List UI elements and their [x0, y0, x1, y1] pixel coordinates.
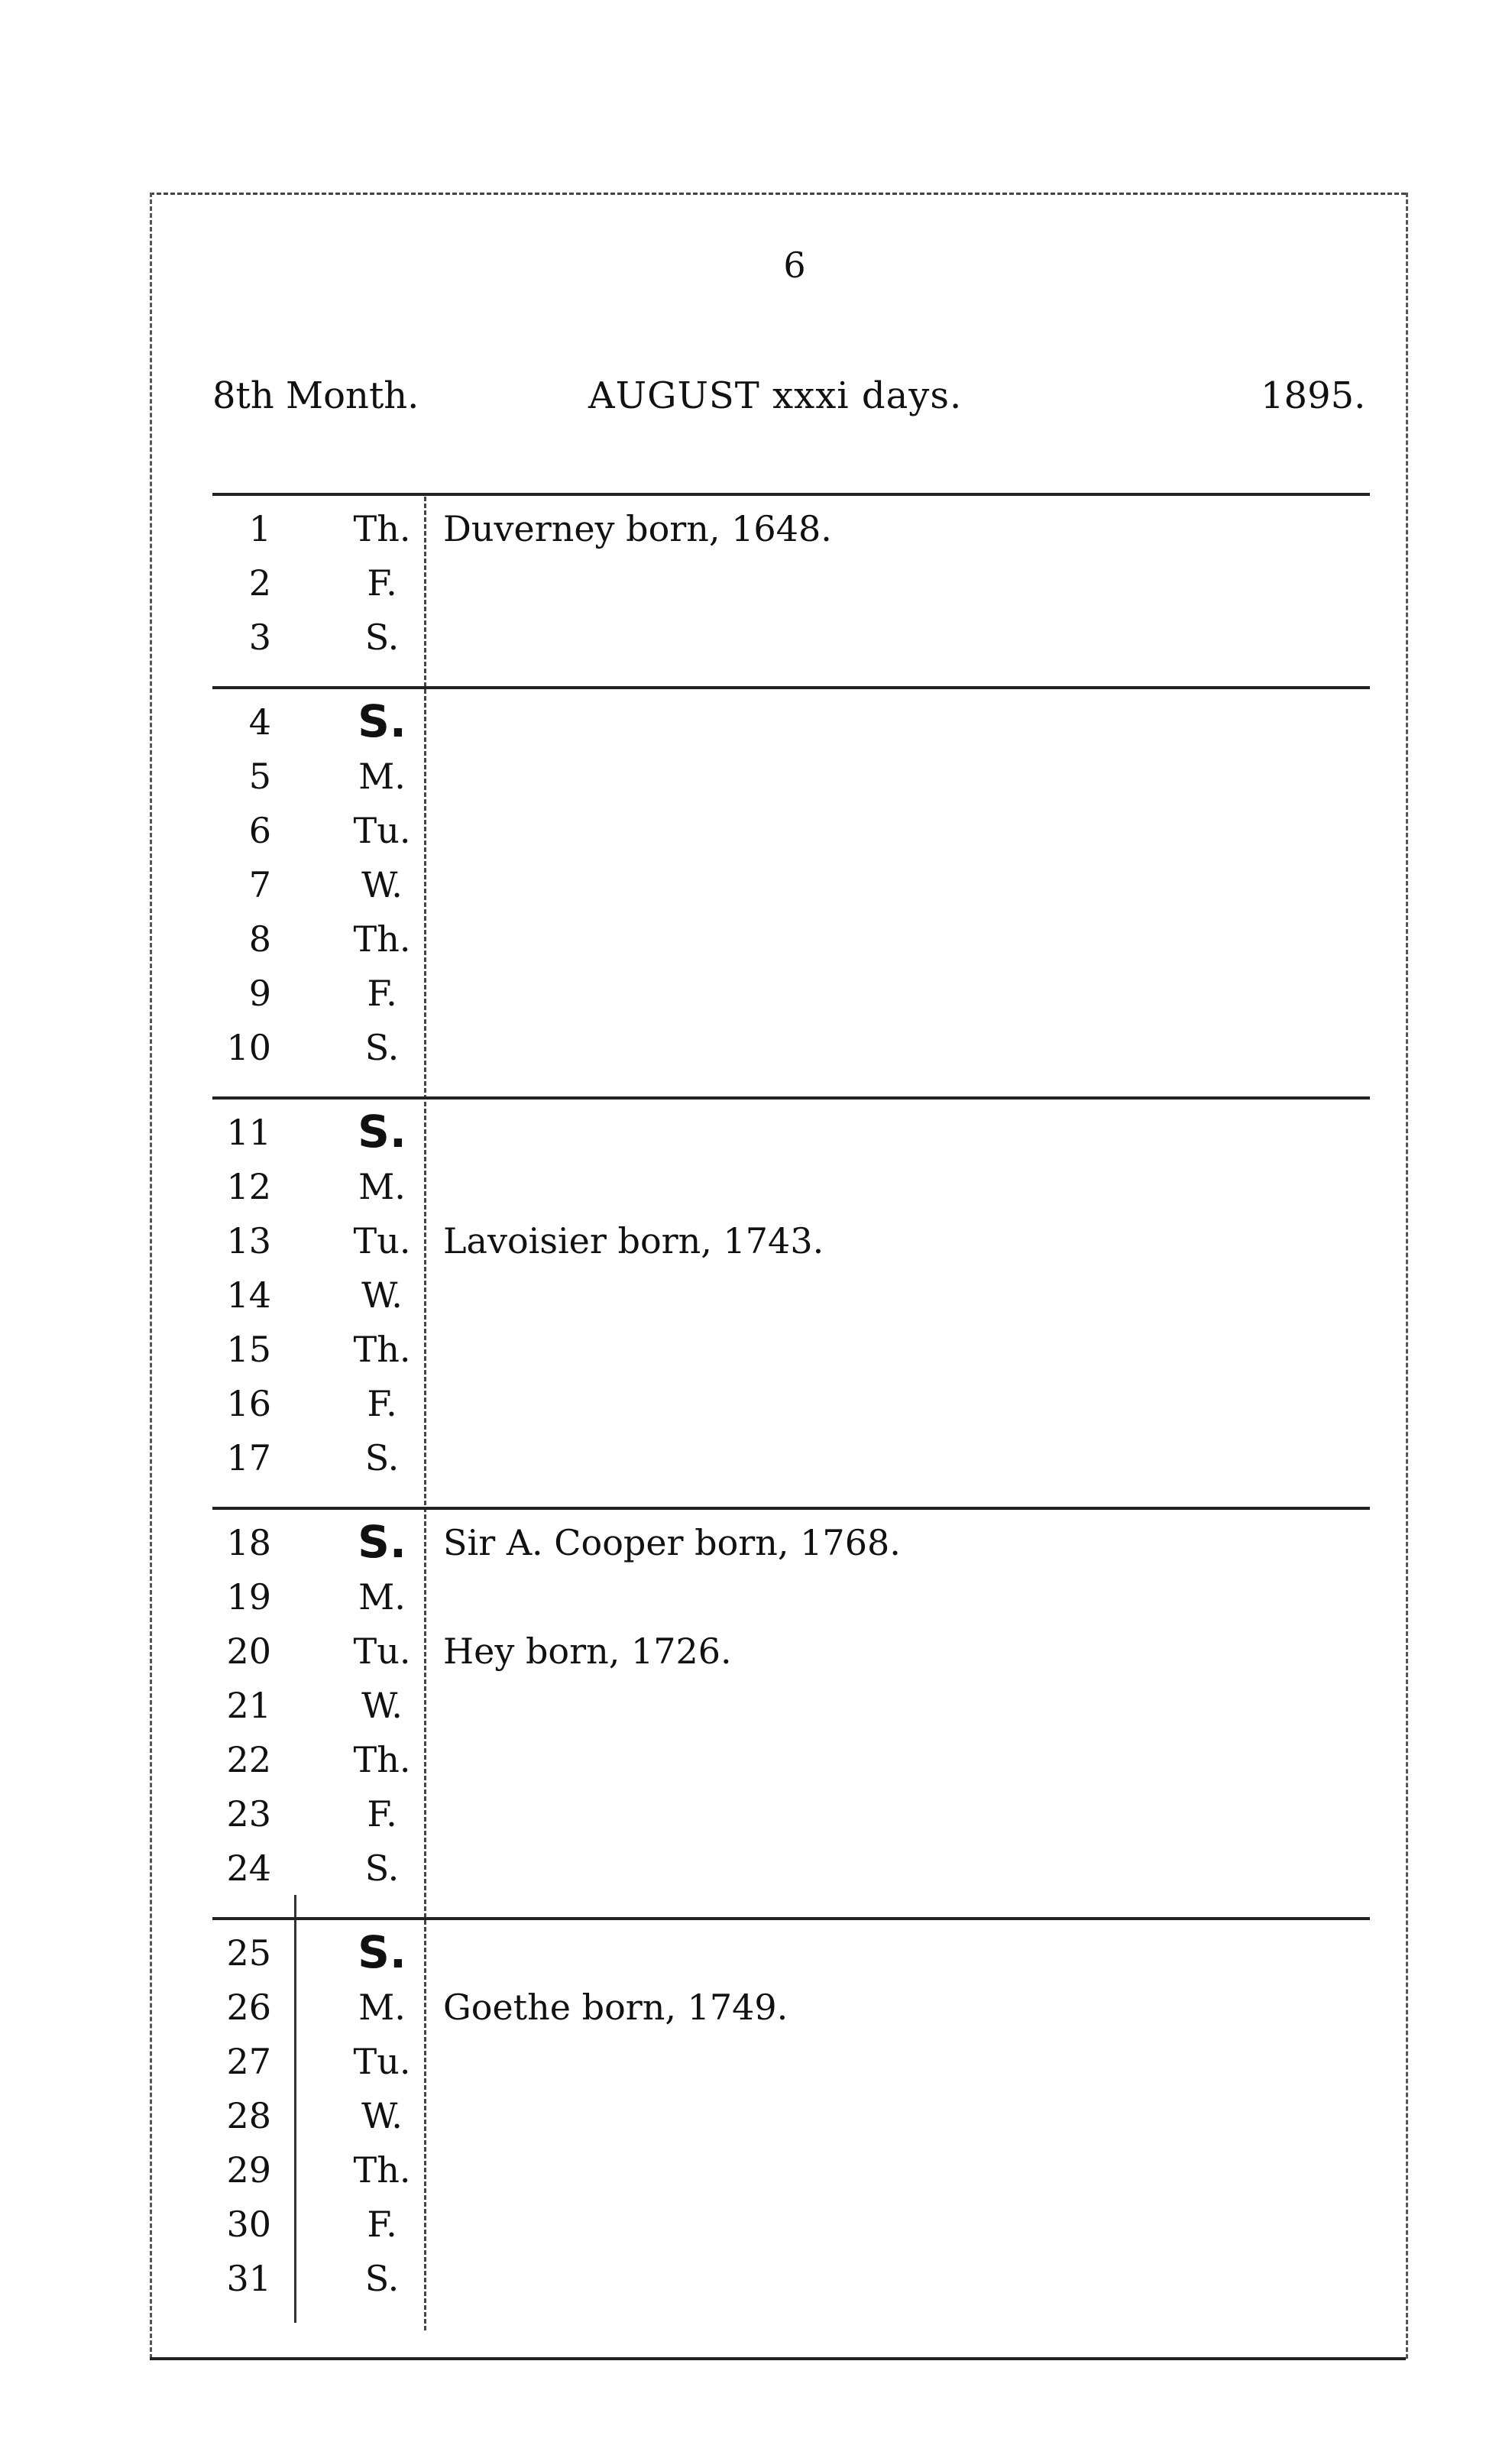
- day-number: 29: [226, 2149, 271, 2191]
- day-row: [191, 2095, 1375, 2149]
- day-row: [191, 756, 1375, 809]
- day-number: 23: [226, 1793, 271, 1835]
- day-row: [191, 1329, 1375, 1382]
- day-of-week: S.: [364, 617, 400, 658]
- month-label: 8th Month.: [212, 374, 419, 417]
- day-of-week: Tu.: [353, 2041, 411, 2082]
- day-row: [191, 1576, 1375, 1630]
- day-of-week: F.: [367, 2204, 397, 2245]
- day-number: 17: [226, 1437, 271, 1478]
- day-row: [191, 2041, 1375, 2094]
- day-number: 18: [226, 1522, 271, 1563]
- day-row: [191, 810, 1375, 863]
- day-number: 19: [226, 1576, 271, 1618]
- day-number: 24: [226, 1848, 271, 1889]
- day-number: 6: [248, 810, 271, 851]
- day-number: 22: [226, 1739, 271, 1780]
- day-row: [191, 617, 1375, 670]
- day-of-week: W.: [361, 2095, 403, 2136]
- day-of-week: F.: [367, 1793, 397, 1835]
- month-title: AUGUST xxxi days.: [588, 374, 963, 417]
- week-rule: [212, 686, 1370, 689]
- day-number: 5: [248, 756, 271, 797]
- day-note: Goethe born, 1749.: [443, 1987, 788, 2028]
- day-row: [191, 1516, 1375, 1576]
- day-number: 1: [248, 508, 271, 549]
- day-of-week: S.: [358, 1516, 406, 1568]
- page-number: 6: [783, 245, 806, 286]
- page-frame-top: [150, 193, 1406, 195]
- week-rule: [212, 1507, 1370, 1510]
- day-of-week: Th.: [353, 2149, 411, 2191]
- day-of-week: S.: [358, 1926, 406, 1978]
- week-rule: [212, 1917, 1370, 1920]
- week-rule: [212, 1096, 1370, 1100]
- day-number: 20: [226, 1631, 271, 1672]
- day-row: [191, 1106, 1375, 1165]
- day-row: [191, 1166, 1375, 1219]
- day-of-week: M.: [358, 1576, 406, 1618]
- day-of-week: M.: [358, 756, 406, 797]
- day-note: Hey born, 1726.: [443, 1631, 732, 1672]
- day-row: [191, 2149, 1375, 2203]
- day-number: 2: [248, 562, 271, 604]
- day-row: [191, 1274, 1375, 1328]
- day-number: 14: [226, 1274, 271, 1316]
- page-frame-right: [1406, 193, 1408, 2359]
- day-number: 26: [226, 1987, 271, 2028]
- day-note: Sir A. Cooper born, 1768.: [443, 1522, 901, 1563]
- day-row: [191, 1987, 1375, 2040]
- day-row: [191, 695, 1375, 755]
- day-of-week: S.: [358, 1106, 406, 1158]
- day-row: [191, 864, 1375, 918]
- day-of-week: S.: [364, 2258, 400, 2299]
- day-of-week: W.: [361, 1685, 403, 1726]
- day-note: Lavoisier born, 1743.: [443, 1220, 824, 1261]
- day-of-week: S.: [364, 1027, 400, 1068]
- day-of-week: S.: [364, 1437, 400, 1478]
- day-of-week: F.: [367, 1383, 397, 1424]
- day-row: [191, 973, 1375, 1026]
- day-number: 11: [226, 1112, 271, 1153]
- day-of-week: F.: [367, 973, 397, 1014]
- day-of-week: F.: [367, 562, 397, 604]
- day-of-week: Th.: [353, 1739, 411, 1780]
- day-of-week: M.: [358, 1166, 406, 1207]
- day-of-week: Th.: [353, 918, 411, 960]
- week-rule: [212, 493, 1370, 496]
- day-row: [191, 508, 1375, 562]
- day-row: [191, 1793, 1375, 1847]
- day-of-week: W.: [361, 1274, 403, 1316]
- day-of-week: M.: [358, 1987, 406, 2028]
- day-row: [191, 1027, 1375, 1080]
- day-number: 10: [226, 1027, 271, 1068]
- day-of-week: S.: [364, 1848, 400, 1889]
- day-number: 13: [226, 1220, 271, 1261]
- day-row: [191, 1437, 1375, 1491]
- day-row: [191, 1848, 1375, 1901]
- page-frame-left: [150, 193, 152, 2359]
- day-row: [191, 1383, 1375, 1436]
- day-number: 8: [248, 918, 271, 960]
- day-number: 21: [226, 1685, 271, 1726]
- day-number: 4: [248, 701, 271, 743]
- day-row: [191, 1631, 1375, 1684]
- day-of-week: Th.: [353, 508, 411, 549]
- day-row: [191, 1926, 1375, 1986]
- day-number: 25: [226, 1932, 271, 1974]
- day-number: 31: [226, 2258, 271, 2299]
- day-row: [191, 1220, 1375, 1274]
- day-of-week: S.: [358, 695, 406, 747]
- day-of-week: Th.: [353, 1329, 411, 1370]
- day-row: [191, 562, 1375, 616]
- day-number: 9: [248, 973, 271, 1014]
- day-number: 7: [248, 864, 271, 905]
- page-frame-bottom: [150, 2357, 1406, 2360]
- day-of-week: Tu.: [353, 1631, 411, 1672]
- day-number: 3: [248, 617, 271, 658]
- day-number: 15: [226, 1329, 271, 1370]
- day-row: [191, 2204, 1375, 2257]
- day-number: 16: [226, 1383, 271, 1424]
- day-note: Duverney born, 1648.: [443, 508, 832, 549]
- day-row: [191, 1739, 1375, 1793]
- day-row: [191, 1685, 1375, 1738]
- day-of-week: Tu.: [353, 1220, 411, 1261]
- day-number: 27: [226, 2041, 271, 2082]
- day-number: 28: [226, 2095, 271, 2136]
- day-of-week: Tu.: [353, 810, 411, 851]
- day-number: 12: [226, 1166, 271, 1207]
- year: 1895.: [1261, 374, 1366, 417]
- day-number: 30: [226, 2204, 271, 2245]
- day-row: [191, 2258, 1375, 2311]
- day-of-week: W.: [361, 864, 403, 905]
- day-row: [191, 918, 1375, 972]
